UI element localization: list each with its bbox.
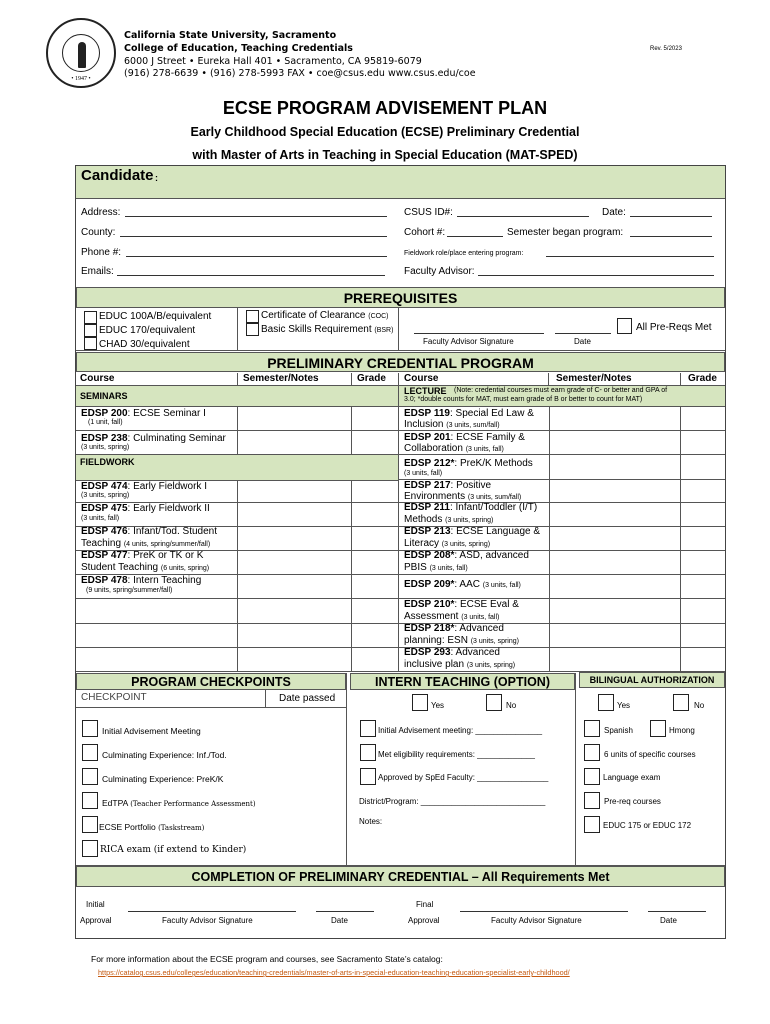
course-meta: (3 units, spring)	[470, 638, 519, 645]
intern-district: District/Program: ____________________________	[359, 797, 546, 806]
course-edsp218	[404, 623, 504, 634]
university-name: California State University, Sacramento	[124, 30, 337, 41]
checkpoint-checkbox[interactable]	[82, 840, 98, 857]
course-title: : ECSE Seminar I	[127, 408, 206, 419]
course-title-cont: Student Teaching	[81, 562, 159, 573]
checkpoint-col-divider	[265, 690, 266, 707]
course-edsp213-line2	[404, 538, 490, 549]
course-title: : Early Fieldwork I	[127, 481, 207, 492]
address-input[interactable]	[125, 216, 387, 217]
course-title: : ECSE Family &	[450, 432, 525, 443]
bilingual-checkbox[interactable]	[584, 816, 600, 833]
catalog-link[interactable]: https://catalog.csus.edu/colleges/education/teaching-credentials/master-of-arts-in-special-education-teaching-education-specialist-early-childhood/	[98, 968, 570, 977]
course-edsp293	[404, 647, 500, 658]
revision-date: Rev. 5/2023	[650, 46, 682, 52]
intern-header: INTERN TEACHING (OPTION)	[350, 673, 575, 690]
course-edsp238	[81, 433, 226, 444]
course-edsp209	[404, 579, 521, 590]
course-code: EDSP 477	[81, 550, 128, 561]
all-prereqs-met-checkbox[interactable]	[617, 318, 632, 334]
prereq-coc-abbr: (COC)	[368, 313, 389, 320]
completion-initial-label: Initial	[86, 900, 105, 909]
all-prereqs-met-label: All Pre-Reqs Met	[636, 322, 712, 333]
prereq-bsr	[261, 324, 393, 335]
course-title: : Early Fieldwork II	[127, 503, 210, 514]
course-title: : AAC	[454, 579, 480, 590]
completion-final-approval-label: Approval	[408, 916, 440, 925]
course-title: : ECSE Eval &	[454, 599, 519, 610]
checkpoint-col-label: CHECKPOINT	[81, 692, 147, 703]
checkpoint-edtpa-note: (Teacher Performance Assessment)	[130, 800, 256, 808]
seal-year: • 1947 •	[71, 76, 91, 82]
course-code: EDSP 209*	[404, 579, 455, 590]
bilingual-specific-courses: 6 units of specific courses	[604, 750, 696, 759]
date-label: Date:	[602, 207, 626, 218]
course-code: EDSP 478	[81, 575, 128, 586]
left-row-line	[76, 598, 398, 599]
address-label: Address:	[81, 207, 121, 218]
grid-v-3	[398, 373, 399, 671]
bilingual-educ: EDUC 175 or EDUC 172	[603, 821, 692, 830]
checkpoint-checkbox[interactable]	[82, 792, 98, 809]
prereq-educ170: EDUC 170/equivalent	[99, 325, 196, 336]
course-code: EDSP 211	[404, 502, 450, 513]
checkpoint-culminating-prek: Culminating Experience: PreK/K	[102, 774, 224, 784]
bilingual-hmong: Hmong	[669, 726, 695, 735]
bilingual-language-exam: Language exam	[603, 773, 661, 782]
course-edsp208-line2	[404, 562, 468, 573]
completion-initial-signature-line[interactable]	[128, 911, 296, 912]
intern-checkbox[interactable]	[360, 720, 376, 737]
checkpoint-checkbox[interactable]	[82, 768, 98, 785]
prereq-divider-2	[398, 308, 399, 350]
grid-v-2-b	[351, 479, 352, 671]
course-code: EDSP 200	[81, 408, 128, 419]
course-edsp200	[81, 408, 206, 419]
prereq-divider-1	[237, 308, 238, 350]
bilingual-no-checkbox[interactable]	[673, 694, 689, 711]
course-meta: (3 units, fall)	[81, 515, 120, 522]
prereq-checkbox-educ100[interactable]	[84, 311, 97, 324]
course-meta: (3 units, spring)	[445, 517, 494, 524]
course-code: EDSP 212*	[404, 458, 455, 469]
checkpoint-edtpa-label: EdTPA	[102, 798, 128, 808]
intern-approved: Approved by SpEd Faculty: ________________	[378, 773, 549, 782]
prereq-checkbox-educ170[interactable]	[84, 324, 97, 337]
bilingual-checkbox[interactable]	[584, 792, 600, 809]
completion-final-label: Final	[416, 900, 434, 909]
prereq-checkbox-coc[interactable]	[246, 310, 259, 323]
course-title-cont: Literacy	[404, 538, 440, 549]
seminars-label: SEMINARS	[80, 391, 128, 401]
course-edsp293-line2	[404, 659, 515, 670]
date-passed-col-label: Date passed	[279, 693, 336, 704]
course-edsp478	[81, 575, 201, 586]
course-edsp477-line2	[81, 562, 209, 573]
course-meta: (4 units, spring/summer/fall)	[123, 541, 211, 548]
date-input[interactable]	[630, 216, 712, 217]
course-title-cont: Collaboration	[404, 443, 463, 454]
prereq-chad30: CHAD 30/equivalent	[99, 339, 190, 350]
course-meta: (3 units, sum/fall)	[446, 422, 500, 429]
col-sem-left: Semester/Notes	[243, 373, 319, 384]
course-edsp475	[81, 503, 210, 514]
prereq-checkbox-chad30[interactable]	[84, 337, 97, 350]
checkpoint-culminating-inftod: Culminating Experience: Inf./Tod.	[102, 750, 227, 760]
course-title: : Advanced	[450, 647, 500, 658]
grid-v-4	[549, 406, 550, 671]
course-title: : Advanced	[454, 623, 504, 634]
section-divider-2	[575, 673, 576, 865]
candidate-header	[76, 166, 725, 199]
completion-initial-date-label: Date	[331, 916, 348, 925]
section-divider-1	[346, 673, 347, 865]
emails-input[interactable]	[117, 275, 385, 276]
course-title-cont: Teaching	[81, 538, 122, 549]
course-title: : Infant/Toddler (I/T)	[449, 502, 538, 513]
course-code: EDSP 218*	[404, 623, 455, 634]
lecture-note-2: 3.0; *double counts for MAT, must earn grade of B or better to count for MAT)	[404, 396, 643, 403]
page-title: ECSE PROGRAM ADVISEMENT PLAN	[222, 98, 548, 118]
course-title: : ECSE Language &	[450, 526, 541, 537]
course-edsp210-line2	[404, 611, 499, 622]
course-code: EDSP 217	[404, 480, 451, 491]
phone-input[interactable]	[126, 256, 387, 257]
semester-input[interactable]	[630, 236, 712, 237]
course-title: : Infant/Tod. Student	[127, 526, 218, 537]
intern-notes-label: Notes:	[359, 817, 383, 826]
course-title: : PreK/K Methods	[454, 458, 533, 469]
csus-id-label: CSUS ID#:	[404, 207, 453, 218]
bilingual-header: BILINGUAL AUTHORIZATION	[579, 672, 725, 688]
course-meta: (3 units, fall)	[482, 582, 521, 589]
checkpoint-rica: RICA exam (if extend to Kinder)	[100, 845, 247, 855]
completion-final-date-line[interactable]	[648, 911, 706, 912]
course-meta: (1 unit, fall)	[88, 419, 123, 426]
course-code: EDSP 201	[404, 432, 451, 443]
intern-checkbox[interactable]	[360, 744, 376, 761]
right-row-line	[399, 574, 725, 575]
col-grade-left: Grade	[357, 373, 386, 384]
prereq-bsr-label: Basic Skills Requirement	[261, 324, 372, 335]
grid-v-4-head	[548, 373, 549, 386]
bilingual-prereq: Pre-req courses	[604, 797, 661, 806]
bilingual-checkbox[interactable]	[584, 720, 600, 737]
course-edsp119	[404, 408, 534, 419]
checkpoint-portfolio-note: (Taskstream)	[158, 824, 205, 832]
course-edsp119-line2	[404, 419, 500, 430]
course-edsp217-line2	[404, 491, 521, 502]
completion-initial-approval-label: Approval	[80, 916, 112, 925]
course-title: : Special Ed Law &	[449, 408, 534, 419]
course-code: EDSP 238	[81, 433, 128, 444]
course-meta: (3 units, spring)	[441, 541, 491, 548]
checkpoint-checkbox[interactable]	[82, 816, 98, 833]
course-meta: (3 units, spring)	[81, 492, 130, 499]
prereq-coc	[261, 310, 389, 321]
left-row-line	[76, 623, 398, 624]
left-row-line	[76, 430, 398, 431]
course-edsp218-line2	[404, 635, 519, 646]
checkpoint-col-line	[76, 707, 346, 708]
university-seal	[46, 18, 116, 88]
advisor-label: Faculty Advisor:	[404, 266, 475, 277]
course-meta: (3 units, fall)	[461, 614, 500, 621]
bilingual-checkbox[interactable]	[584, 744, 600, 761]
prereq-date-label: Date	[574, 337, 591, 346]
col-course-left: Course	[80, 373, 115, 384]
completion-final-signature-line[interactable]	[460, 911, 628, 912]
course-edsp211	[404, 502, 537, 513]
course-code: EDSP 213	[404, 526, 451, 537]
intern-yes-checkbox[interactable]	[412, 694, 428, 711]
prereq-signature-label: Faculty Advisor Signature	[423, 337, 514, 346]
subtitle-mat: with Master of Arts in Teaching in Special Education (MAT-SPED)	[192, 148, 578, 162]
course-meta: (3 units, fall)	[404, 470, 443, 477]
bilingual-yes-label: Yes	[617, 701, 631, 710]
college-name: College of Education, Teaching Credentials	[124, 43, 353, 54]
prereq-date-line[interactable]	[555, 333, 611, 334]
checkpoint-initial-advisement: Initial Advisement Meeting	[102, 726, 201, 736]
course-title: : PreK or TK or K	[127, 550, 204, 561]
course-code: EDSP 475	[81, 503, 128, 514]
course-edsp201	[404, 432, 525, 443]
checkpoint-checkbox[interactable]	[82, 720, 98, 737]
checkpoint-checkbox[interactable]	[82, 744, 98, 761]
fieldwork-input[interactable]	[546, 256, 714, 257]
program-header: PRELIMINARY CREDENTIAL PROGRAM	[76, 352, 725, 372]
prerequisites-header: PREREQUISITES	[76, 287, 725, 308]
course-code: EDSP 474	[81, 481, 128, 492]
intern-yes-label: Yes	[431, 701, 445, 710]
prereq-bottom-line	[76, 350, 725, 351]
seminars-band	[76, 386, 398, 407]
checkpoint-edtpa	[102, 798, 256, 808]
course-title-cont: planning: ESN	[404, 635, 468, 646]
course-title-cont: Assessment	[404, 611, 459, 622]
course-title: : Positive	[450, 480, 492, 491]
col-course-right: Course	[404, 373, 439, 384]
course-title-cont: Methods	[404, 514, 443, 525]
course-meta: (3 units, sum/fall)	[467, 494, 522, 501]
grid-v-1	[237, 373, 238, 386]
course-meta: (9 units, spring/summer/fall)	[86, 587, 173, 594]
course-meta: (3 units, spring)	[81, 444, 130, 451]
col-sem-right: Semester/Notes	[556, 373, 632, 384]
footer-text: For more information about the ECSE program and courses, see Sacramento State’s catalog:	[91, 954, 443, 964]
course-edsp212	[404, 458, 533, 469]
intern-initial-advisement: Initial Advisement meeting: _______________	[378, 726, 543, 735]
course-edsp208	[404, 550, 529, 561]
fieldwork-label: FIELDWORK	[80, 457, 135, 467]
bilingual-no-label: No	[694, 701, 705, 710]
college-address: 6000 J Street • Eureka Hall 401 • Sacramento, CA 95819-6079	[124, 56, 422, 67]
cohort-label: Cohort #:	[404, 227, 446, 238]
completion-header: COMPLETION OF PRELIMINARY CREDENTIAL – All Requirements Met	[76, 866, 725, 887]
course-edsp210	[404, 599, 519, 610]
intern-no-checkbox[interactable]	[486, 694, 502, 711]
course-title-cont: Inclusion	[404, 419, 444, 430]
college-contact: (916) 278-6639 • (916) 278-5993 FAX • coe@csus.edu www.csus.edu/coe	[124, 68, 476, 79]
lecture-label: LECTURE	[404, 386, 447, 396]
course-title-cont: Environments	[404, 491, 466, 502]
course-code: EDSP 293	[404, 647, 451, 658]
prereq-checkbox-bsr[interactable]	[246, 323, 259, 336]
county-input[interactable]	[120, 236, 387, 237]
advisor-input[interactable]	[478, 275, 714, 276]
emails-label: Emails:	[81, 266, 114, 277]
left-row-line	[76, 647, 398, 648]
bilingual-checkbox[interactable]	[584, 768, 600, 785]
course-meta: (3 units, fall)	[465, 446, 504, 453]
grid-v-5-head	[680, 373, 681, 386]
grid-v-1-b	[237, 479, 238, 671]
course-title-cont: inclusive plan	[404, 659, 465, 670]
fieldwork-label: Fieldwork role/place entering program:	[404, 250, 524, 257]
semester-label: Semester began program:	[507, 227, 624, 238]
course-title-cont: PBIS	[404, 562, 427, 573]
county-label: County:	[81, 227, 116, 238]
course-edsp217	[404, 480, 491, 491]
course-edsp213	[404, 526, 540, 537]
completion-initial-date-line[interactable]	[316, 911, 374, 912]
course-title: : Intern Teaching	[127, 575, 202, 586]
course-code: EDSP 210*	[404, 599, 455, 610]
intern-checkbox[interactable]	[360, 768, 376, 785]
checkpoints-header: PROGRAM CHECKPOINTS	[76, 673, 346, 690]
course-code: EDSP 208*	[404, 550, 455, 561]
prereq-signature-line[interactable]	[414, 333, 544, 334]
completion-final-signature-label: Faculty Advisor Signature	[491, 916, 582, 925]
course-title: : ASD, advanced	[454, 550, 529, 561]
grid-v-2	[351, 373, 352, 386]
course-meta: (3 units, spring)	[466, 662, 516, 669]
course-meta: (6 units, spring)	[160, 565, 210, 572]
course-edsp474	[81, 481, 207, 492]
right-row-line	[399, 454, 725, 455]
intern-eligibility: Met eligibility requirements: _____________	[378, 750, 535, 759]
prereq-coc-label: Certificate of Clearance	[261, 310, 366, 321]
course-edsp477	[81, 550, 203, 561]
course-code: EDSP 476	[81, 526, 128, 537]
subtitle-credential: Early Childhood Special Education (ECSE) Preliminary Credential	[190, 125, 580, 139]
intern-no-label: No	[506, 701, 517, 710]
course-edsp211-line2	[404, 514, 493, 525]
cohort-input[interactable]	[447, 236, 503, 237]
col-grade-right: Grade	[688, 373, 717, 384]
bilingual-yes-checkbox[interactable]	[598, 694, 614, 711]
course-code: EDSP 119	[404, 408, 450, 419]
prereq-bsr-abbr: (BSR)	[374, 327, 394, 334]
lecture-note-1: (Note: credential courses must earn grade of C- or better and GPA of	[454, 387, 668, 394]
candidate-colon: :	[155, 173, 158, 183]
candidate-label: Candidate	[81, 167, 154, 184]
torch-icon	[78, 42, 86, 68]
course-edsp476-line2	[81, 538, 210, 549]
bilingual-checkbox[interactable]	[650, 720, 666, 737]
right-row-line	[399, 430, 725, 431]
completion-final-date-label: Date	[660, 916, 677, 925]
bilingual-spanish: Spanish	[604, 726, 633, 735]
fieldwork-band	[76, 454, 398, 481]
prereq-educ100: EDUC 100A/B/equivalent	[99, 311, 212, 322]
completion-initial-signature-label: Faculty Advisor Signature	[162, 916, 253, 925]
csus-id-input[interactable]	[457, 216, 589, 217]
course-edsp201-line2	[404, 443, 504, 454]
lecture-band	[399, 386, 725, 407]
grid-v-5	[680, 406, 681, 671]
phone-label: Phone #:	[81, 247, 122, 258]
checkpoint-portfolio-label: ECSE Portfolio	[99, 822, 156, 832]
checkpoint-portfolio	[99, 822, 204, 832]
course-title: : Culminating Seminar	[127, 433, 226, 444]
course-meta: (3 units, fall)	[429, 565, 468, 572]
course-edsp476	[81, 526, 217, 537]
